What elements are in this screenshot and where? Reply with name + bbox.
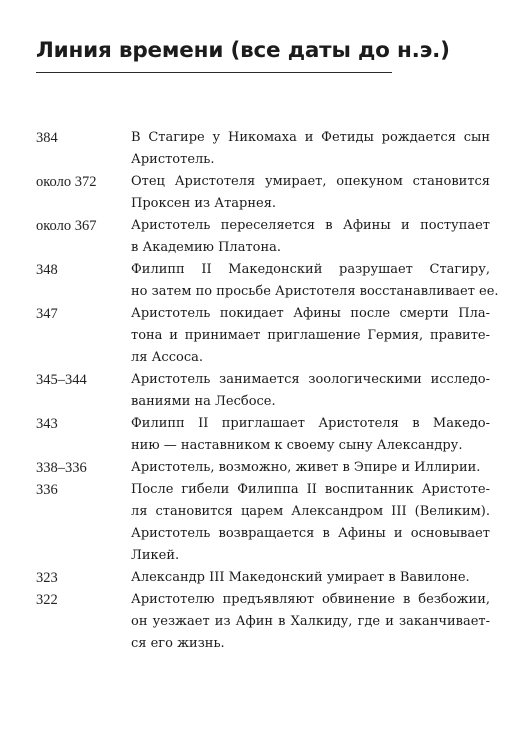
timeline-description <box>131 171 490 215</box>
timeline-text-line: Аристотель покидает Афины после смерти Пла- <box>131 306 490 321</box>
timeline-text-line: ваниями на Лесбосе. <box>131 394 276 409</box>
timeline-text-line: ля Ассоса. <box>131 350 203 365</box>
timeline-date: 323 <box>36 570 58 586</box>
timeline-text-line: Аристотель возвращается в Афины и основывает <box>131 526 490 541</box>
timeline-description <box>131 589 490 655</box>
timeline-entry <box>36 589 490 655</box>
timeline-description <box>131 413 490 457</box>
timeline-date: 322 <box>36 592 58 608</box>
timeline-text-line: нию — наставником к своему сыну Александру. <box>131 438 463 453</box>
timeline-entry <box>36 369 490 413</box>
timeline-text-line: он уезжает из Афин в Халкиду, где и заканчивает- <box>131 614 490 629</box>
timeline-date: 348 <box>36 262 58 278</box>
timeline-text-line: но затем по просьбе Аристотеля восстанавливает ее. <box>131 284 499 299</box>
page-title: Линия времени (все даты до н.э.) <box>36 38 450 63</box>
timeline-description <box>131 479 490 567</box>
timeline-text-line: ля становится царем Александром III (Великим). <box>131 504 490 519</box>
timeline-text-line: Филипп II приглашает Аристотеля в Македо- <box>131 416 490 431</box>
timeline-text-line: Аристотель занимается зоологическими исследо- <box>131 372 490 387</box>
timeline-date: 345–344 <box>36 372 87 388</box>
timeline-text-line: Аристотель. <box>131 152 215 167</box>
timeline-description <box>131 127 490 171</box>
timeline-text-line: Отец Аристотеля умирает, опекуном становится <box>131 174 490 189</box>
timeline-date: около 367 <box>36 218 97 234</box>
timeline-date: 338–336 <box>36 460 87 476</box>
timeline-description <box>131 567 490 589</box>
timeline-entry <box>36 567 490 589</box>
timeline-text-line: в Академию Платона. <box>131 240 282 255</box>
timeline-list <box>36 127 499 655</box>
timeline-entry <box>36 215 490 259</box>
timeline-date: 343 <box>36 416 58 432</box>
timeline-text-line: Филипп II Македонский разрушает Стагиру, <box>131 262 490 277</box>
timeline-description <box>131 457 490 479</box>
timeline-text-line: ся его жизнь. <box>131 636 225 651</box>
timeline-entry <box>36 171 490 215</box>
timeline-description <box>131 215 490 259</box>
title-underline <box>36 72 392 73</box>
timeline-description <box>131 259 499 303</box>
timeline-text-line: После гибели Филиппа II воспитанник Аристоте- <box>131 482 490 497</box>
timeline-date: 347 <box>36 306 58 322</box>
timeline-text-line: Проксен из Атарнея. <box>131 196 277 211</box>
timeline-text-line: Ликей. <box>131 548 180 563</box>
timeline-text-line: Аристотель переселяется в Афины и поступает <box>131 218 490 233</box>
timeline-date: 336 <box>36 482 58 498</box>
timeline-description <box>131 369 490 413</box>
timeline-date: около 372 <box>36 174 97 190</box>
timeline-entry <box>36 127 490 171</box>
timeline-entry <box>36 303 490 369</box>
timeline-text-line: Александр III Македонский умирает в Вавилоне. <box>131 570 470 585</box>
timeline-text-line: В Стагире у Никомаха и Фетиды рождается сын <box>131 130 490 145</box>
timeline-text-line: тона и принимает приглашение Гермия, правите- <box>131 328 490 343</box>
timeline-entry <box>36 413 490 457</box>
timeline-date: 384 <box>36 130 58 146</box>
timeline-entry <box>36 259 499 303</box>
timeline-text-line: Аристотель, возможно, живет в Эпире и Иллирии. <box>131 460 481 475</box>
timeline-description <box>131 303 490 369</box>
timeline-text-line: Аристотелю предъявляют обвинение в безбожии, <box>131 592 490 607</box>
timeline-entry <box>36 479 490 567</box>
timeline-entry <box>36 457 490 479</box>
